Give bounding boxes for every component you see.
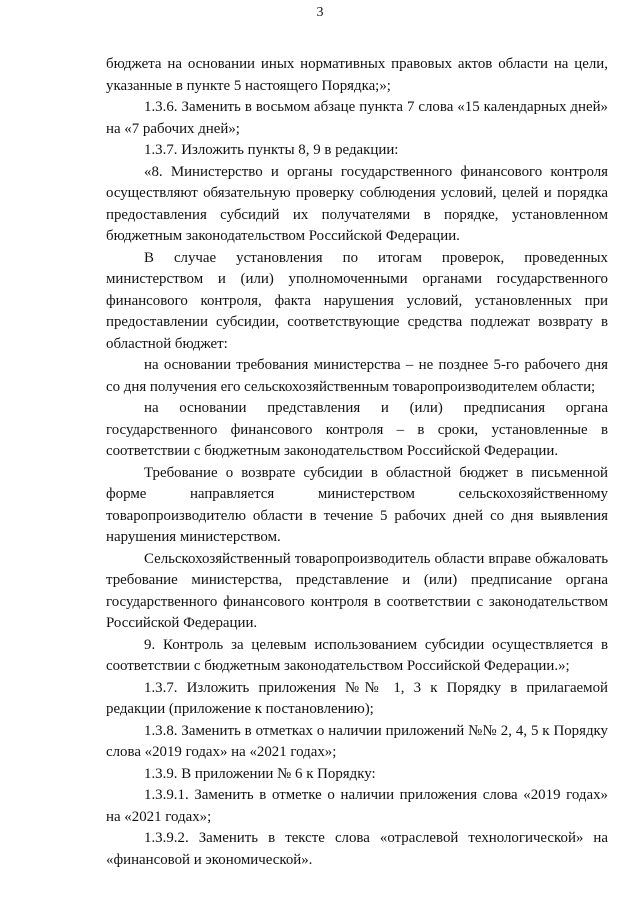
paragraph-violation: В случае установления по итогам проверок, проведенных министерством и (или) уполномоченными органами государственного финансового контроля, факта нарушения условий, установленных при предоставлении субсидии, соответствующие средства подлежат возврату в областной бюджет: <box>106 249 608 352</box>
paragraph-requirement-basis: на основании требования министерства – не позднее 5-го рабочего дня со дня получения его сельскохозяйственным товаропроизводителем области; <box>106 357 608 395</box>
paragraph-1-3-9-2: 1.3.9.2. Заменить в тексте слова «отраслевой технологической» на «финансовой и экономической». <box>106 830 608 868</box>
paragraph-appeal: Сельскохозяйственный товаропроизводитель области вправе обжаловать требование министерства, представление и (или) предписание органа государственного финансового контроля в соответствии с законодательством Российской Федерации. <box>106 550 608 631</box>
paragraph-continuation: бюджета на основании иных нормативных правовых актов области на цели, указанные в пункте 5 настоящего Порядка;»; <box>106 56 608 94</box>
paragraph-point-8: «8. Министерство и органы государственного финансового контроля осуществляют обязательную проверку соблюдения условий, целей и порядка предоставления субсидий их получателями в порядке, установленном бюджетным законодательством Российской Федерации. <box>106 163 608 244</box>
paragraph-refund-demand: Требование о возврате субсидии в областной бюджет в письменной форме направляется министерством сельскохозяйственному товаропроизводителю области в течение 5 рабочих дней со дня выявления нарушения министерством. <box>106 464 608 545</box>
paragraph-control-basis: на основании представления и (или) предписания органа государственного финансового контроля – в сроки, установленные в соответствии с бюджетным законодательством Российской Федерации. <box>106 400 608 459</box>
paragraph-1-3-7-points: 1.3.7. Изложить пункты 8, 9 в редакции: <box>144 142 399 158</box>
paragraph-1-3-6: 1.3.6. Заменить в восьмом абзаце пункта 7 слова «15 календарных дней» на «7 рабочих дней»; <box>106 99 608 137</box>
paragraph-1-3-7-appendices: 1.3.7. Изложить приложения №№ 1, 3 к Порядку в прилагаемой редакции (приложение к постановлению); <box>106 679 608 717</box>
document-body <box>106 54 608 871</box>
paragraph-point-9: 9. Контроль за целевым использованием субсидии осуществляется в соответствии с бюджетным законодательством Российской Федерации.»; <box>106 636 608 674</box>
page-number: 3 <box>316 5 324 20</box>
paragraph-1-3-8: 1.3.8. Заменить в отметках о наличии приложений №№ 2, 4, 5 к Порядку слова «2019 годах» на «2021 годах»; <box>106 722 608 760</box>
paragraph-1-3-9: 1.3.9. В приложении № 6 к Порядку: <box>144 765 376 782</box>
paragraph-1-3-9-1: 1.3.9.1. Заменить в отметке о наличии приложения слова «2019 годах» на «2021 годах»; <box>106 787 608 825</box>
